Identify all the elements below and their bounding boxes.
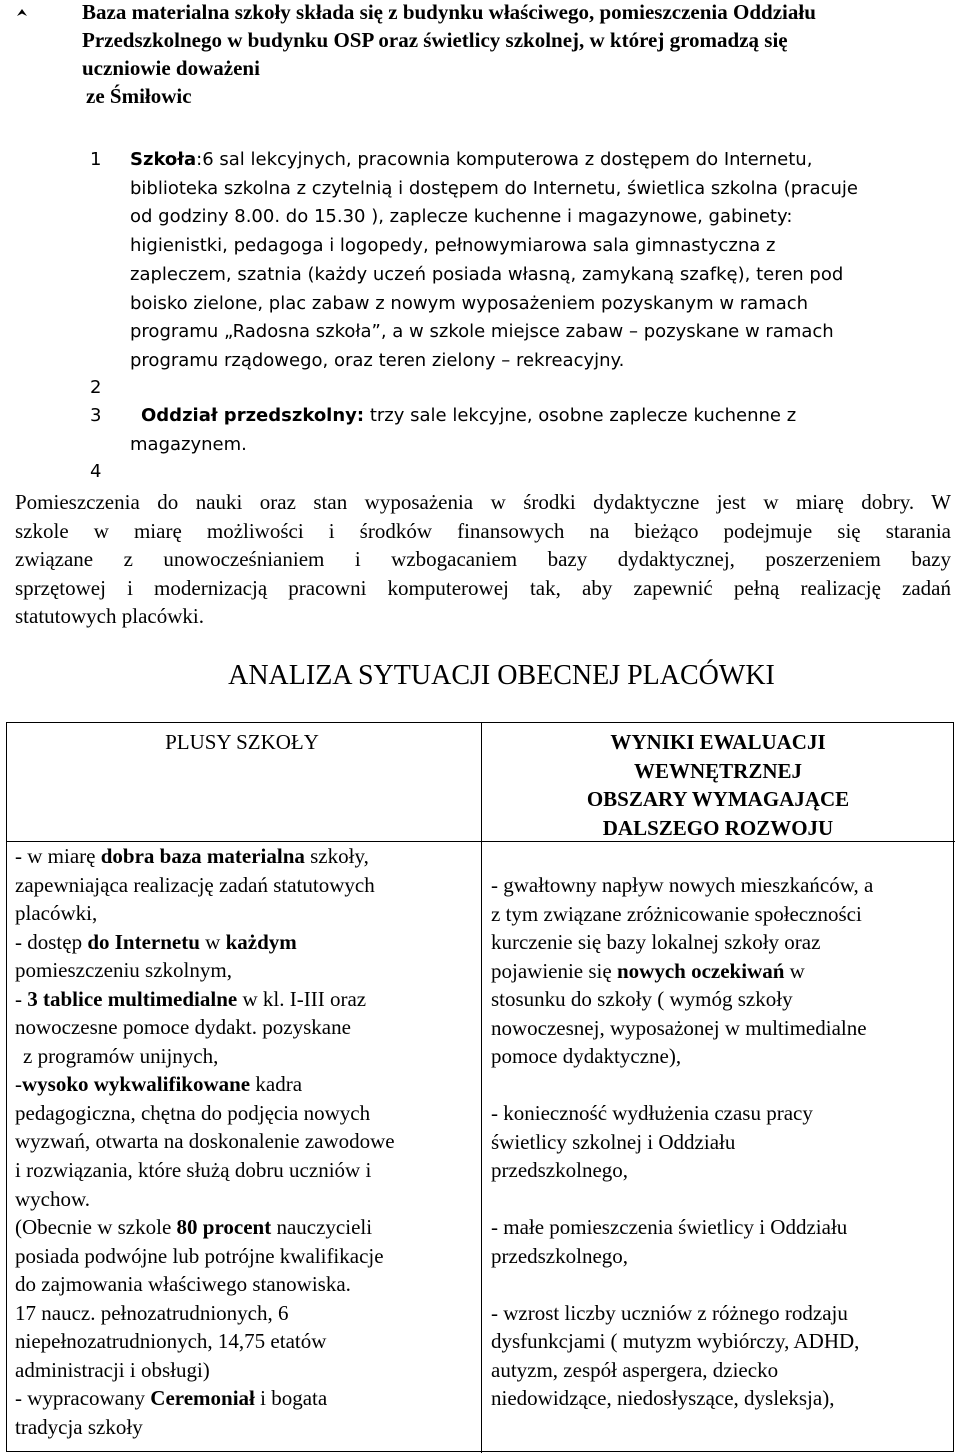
list-item-1-line: boisko zielone, plac zabaw z nowym wyposażeniem pozyskanym w ramach: [130, 292, 809, 314]
paragraph-line: związane z unowocześnianiem i wzbogacaniem bazy dydaktycznej, poszerzeniem bazy: [15, 547, 951, 571]
text-run: w: [784, 958, 805, 983]
list-item-1-line: programu „Radosna szkoła”, a w szkole miejsce zabaw – pozyskane w ramach: [130, 321, 834, 343]
development-line: - małe pomieszczenia świetlicy i Oddziału: [491, 1215, 848, 1239]
intro-line: Przedszkolnego w budynku OSP oraz świetlicy szkolnej, w której gromadzą się: [82, 28, 788, 52]
bold-run: do Internetu: [87, 929, 200, 954]
strengths-line: posiada podwójne lub potrójne kwalifikacje: [15, 1243, 384, 1268]
text-run: (Obecnie w szkole: [15, 1215, 177, 1240]
development-line: [491, 957, 951, 986]
development-line: pomoce dydaktyczne),: [491, 1044, 682, 1068]
list-item-1-bold: Szkoła: [130, 149, 197, 170]
text-run: pojawienie się: [491, 958, 617, 983]
text-run: kadra: [250, 1072, 303, 1097]
list-item-3-text: trzy sale lekcyjne, osobne zaplecze kuchenne z: [364, 405, 797, 426]
table-header-strengths: PLUSY SZKOŁY: [165, 730, 319, 754]
intro-line: uczniowie doważeni: [82, 56, 260, 80]
strengths-line: wyzwań, otwarta na doskonalenie zawodowe: [15, 1129, 395, 1154]
spacer: [491, 1185, 951, 1214]
strengths-line: niepełnozatrudnionych, 14,75 etatów: [15, 1329, 327, 1354]
list-item-3: [141, 402, 941, 431]
development-column: [491, 871, 951, 1413]
bullet-arrow-icon: [15, 6, 29, 20]
facilities-paragraph: [15, 488, 951, 631]
paragraph-line: szkole w miarę możliwości i środków finansowych na bieżąco podejmuje się starania: [15, 518, 951, 543]
list-item-3-line: [141, 402, 941, 431]
text-run: - dostęp: [15, 929, 88, 954]
strengths-line: [15, 842, 471, 871]
bold-run: każdym: [225, 929, 297, 954]
strengths-line: placówki,: [15, 901, 98, 926]
table-header-line: WEWNĘTRZNEJ: [633, 758, 803, 783]
strengths-line: zapewniająca realizację zadań statutowych: [15, 872, 375, 897]
table-header-line: WYNIKI EWALUACJI: [610, 730, 826, 754]
text-run: w: [199, 929, 226, 954]
strengths-line: i rozwiązania, które służą dobru uczniów i: [15, 1158, 372, 1183]
strengths-line: 17 naucz. pełnozatrudnionych, 6: [15, 1300, 289, 1325]
intro-line: Baza materialna szkoły składa się z budynku właściwego, pomieszczenia Oddziału: [82, 0, 816, 24]
list-number-1: 1: [90, 149, 102, 170]
development-line: świetlicy szkolnej i Oddziału: [491, 1129, 736, 1154]
text-run: - wypracowany: [15, 1386, 151, 1411]
bold-run: nowych oczekiwań: [616, 958, 785, 983]
section-heading: ANALIZA SYTUACJI OBECNEJ PLACÓWKI: [228, 660, 775, 691]
bold-run: Ceremoniał: [150, 1386, 255, 1411]
list-item-3-line: magazynem.: [130, 434, 247, 455]
bold-run: 80 procent: [176, 1215, 272, 1240]
list-item-1-line: higienistki, pedagoga i logopedy, pełnowymiarowa sala gimnastyczna z: [130, 235, 776, 257]
development-line: przedszkolnego,: [491, 1158, 629, 1182]
intro-line: ze Śmiłowic: [86, 84, 192, 108]
strengths-line: [15, 985, 471, 1014]
list-item-1-text: :6 sal lekcyjnych, pracownia komputerowa z dostępem do Internetu,: [196, 149, 813, 170]
list-item-1: [130, 146, 930, 376]
strengths-line: [15, 1384, 471, 1413]
strengths-line: [15, 928, 471, 957]
list-number-4: 4: [90, 461, 102, 482]
development-line: kurczenie się bazy lokalnej szkoły oraz: [491, 930, 821, 954]
strengths-line: z programów unijnych,: [23, 1043, 219, 1068]
table-header-line: OBSZARY WYMAGAJĄCE: [586, 787, 850, 811]
text-run: w kl. I-III oraz: [237, 986, 367, 1011]
list-item-1-line: od godziny 8.00. do 15.30 ), zaplecze kuchenne i magazynowe, gabinety:: [130, 206, 793, 228]
strengths-line: [15, 1213, 471, 1242]
development-line: niedowidzące, niedosłyszące, dysleksja),: [491, 1386, 835, 1410]
strengths-line: [15, 1070, 471, 1099]
strengths-line: pomieszczeniu szkolnym,: [15, 958, 232, 983]
text-run: szkoły,: [304, 844, 369, 868]
strengths-line: tradycja szkoły: [15, 1414, 143, 1439]
strengths-line: administracji i obsługi): [15, 1357, 210, 1382]
development-line: z tym związane zróżnicowanie społeczności: [491, 901, 862, 926]
strengths-line: wychow.: [15, 1186, 91, 1211]
development-line: - wzrost liczby uczniów z różnego rodzaju: [491, 1300, 848, 1325]
spacer: [491, 1270, 951, 1299]
strengths-line: pedagogiczna, chętna do podjęcia nowych: [15, 1100, 371, 1125]
text-run: -: [15, 986, 28, 1011]
bold-run: wysoko wykwalifikowane: [22, 1072, 251, 1097]
strengths-line: do zajmowania właściwego stanowiska.: [15, 1272, 351, 1297]
development-line: nowoczesnej, wyposażonej w multimedialne: [491, 1015, 867, 1040]
list-item-3-bold: Oddział przedszkolny:: [141, 405, 365, 426]
bold-run: 3 tablice multimedialne: [27, 986, 238, 1011]
list-item-1-line: biblioteka szkolna z czytelnią i dostępem do Internetu, świetlica szkolna (pracuje: [130, 177, 858, 199]
paragraph-line: Pomieszczenia do nauki oraz stan wyposażenia w środki dydaktyczne jest w miarę dobry. W: [15, 490, 951, 514]
list-item-3-continued: [130, 431, 930, 460]
strengths-column: [15, 842, 471, 1441]
development-line: - gwałtowny napływ nowych mieszkańców, a: [491, 873, 874, 897]
development-line: dysfunkcjami ( mutyzm wybiórczy, ADHD,: [491, 1329, 860, 1353]
intro-text: [82, 0, 942, 110]
list-item-1-line: zapleczem, szatnia (każdy uczeń posiada własną, zamykaną szafkę), teren pod: [130, 263, 844, 285]
spacer: [491, 1071, 951, 1100]
list-number-3: 3: [90, 405, 102, 426]
list-item-1-line: [130, 146, 930, 175]
development-line: autyzm, zespół aspergera, dziecko: [491, 1357, 779, 1382]
development-line: przedszkolnego,: [491, 1243, 629, 1268]
text-run: i bogata: [254, 1386, 328, 1411]
strengths-line: nowoczesne pomoce dydakt. pozyskane: [15, 1015, 351, 1040]
development-line: - konieczność wydłużenia czasu pracy: [491, 1101, 813, 1125]
text-run: - w miarę: [15, 844, 101, 868]
text-run: -: [15, 1072, 22, 1097]
development-line: stosunku do szkoły ( wymóg szkoły: [491, 987, 793, 1011]
paragraph-line: sprzętowej i modernizacją pracowni komputerowej tak, aby zapewnić pełną realizację zadań: [15, 575, 951, 600]
list-number-2: 2: [90, 377, 102, 398]
text-run: nauczycieli: [271, 1215, 373, 1240]
paragraph-line: statutowych placówki.: [15, 604, 204, 628]
list-item-1-line: programu rządowego, oraz teren zielony – rekreacyjny.: [130, 349, 625, 371]
table-header-development: [482, 728, 954, 842]
table-header-line: DALSZEGO ROZWOJU: [602, 815, 834, 840]
bold-run: dobra baza materialna: [100, 844, 305, 868]
